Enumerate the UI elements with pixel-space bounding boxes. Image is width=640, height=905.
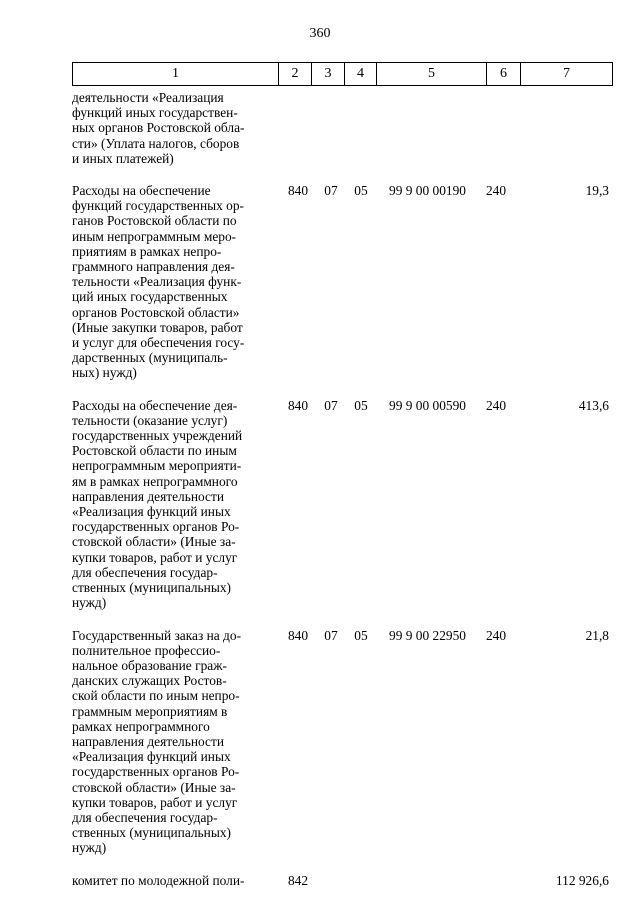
row-code-target: 99 9 00 22950 — [389, 627, 466, 643]
table-row — [72, 398, 612, 611]
column-header-5: 5 — [377, 63, 487, 86]
row-code-expense-type: 240 — [485, 627, 507, 643]
row-code-section: 07 — [324, 183, 338, 199]
row-code-ministry: 840 — [287, 183, 309, 199]
row-code-section: 07 — [324, 627, 338, 643]
row-code-subsection: 05 — [354, 627, 368, 643]
row-amount: 21,8 — [585, 627, 609, 643]
row-amount: 19,3 — [585, 183, 609, 199]
table-row — [72, 628, 612, 856]
column-header-2: 2 — [279, 63, 312, 86]
row-amount: 112 926,6 — [555, 872, 609, 888]
row-code-target: 99 9 00 00190 — [389, 183, 466, 199]
row-code-subsection: 05 — [354, 397, 368, 413]
row-code-subsection: 05 — [354, 183, 368, 199]
column-header-6: 6 — [487, 63, 521, 86]
table-row — [72, 183, 612, 381]
row-description: комитет по молодежной поли- — [72, 872, 245, 888]
row-description: Государственный заказ на до- полнительное профессио- нальное образование граж- данских служащих Ростов- ской области по иным непро- граммным мероприятиям в рамках непрограммного направления деятельности «Реализация функций иных государственных органов Ро- стовской области» (Иные за- купки товаров, работ и услуг для обеспечения государ- ственных (муниципальных) нужд) — [72, 627, 242, 856]
table-body — [72, 90, 612, 905]
row-code-ministry: 840 — [287, 397, 309, 413]
row-description: Расходы на обеспечение функций государственных ор- ганов Ростовской области по иным непрограммным меро- приятиям в рамках непро- граммного направления дея- тельности «Реализация функ- ций иных государственных органов Ростовской области» (Иные закупки товаров, работ и услуг для обеспечения госу- дарственных (муниципаль- ных) нужд) — [72, 183, 245, 381]
table-row — [72, 873, 612, 888]
row-code-section: 07 — [324, 397, 338, 413]
column-header-4: 4 — [345, 63, 377, 86]
row-code-target: 99 9 00 00590 — [389, 397, 466, 413]
column-header-7: 7 — [521, 63, 613, 86]
column-header-3: 3 — [312, 63, 345, 86]
column-header-1: 1 — [73, 63, 279, 86]
row-description: Расходы на обеспечение дея- тельности (оказание услуг) государственных учреждений Ростовской области по иным непрограммным мероприяти- ям в рамках непрограммного направления деятельности «Реализация функций иных государственных органов Ро- стовской области» (Иные за- купки товаров, работ и услуг для обеспечения государ- ственных (муниципальных) нужд) — [72, 397, 243, 611]
column-header-row — [73, 63, 613, 86]
row-code-ministry: 842 — [287, 872, 309, 888]
column-header-table — [72, 62, 613, 86]
table-row — [72, 90, 612, 166]
page-number: 360 — [309, 26, 331, 41]
row-amount: 413,6 — [578, 397, 609, 413]
row-code-ministry: 840 — [287, 627, 309, 643]
row-code-expense-type: 240 — [485, 183, 507, 199]
row-code-expense-type: 240 — [485, 397, 507, 413]
row-description: деятельности «Реализация функций иных государствен- ных органов Ростовской обла- сти» (Уплата налогов, сборов и иных платежей) — [72, 90, 245, 166]
